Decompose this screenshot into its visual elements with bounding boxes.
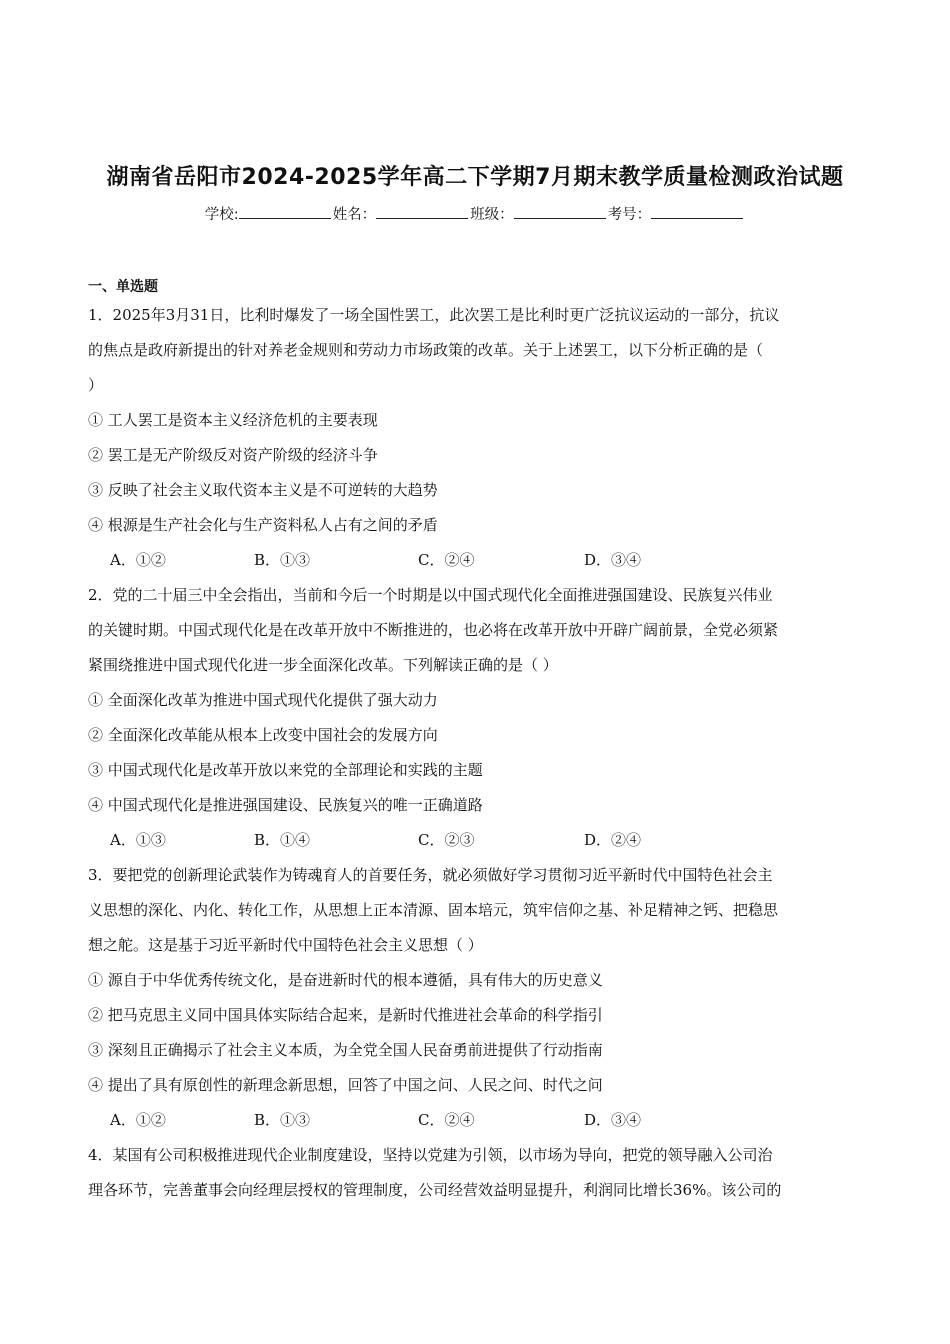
statement: ① 源自于中华优秀传统文化，是奋进新时代的根本遵循，具有伟大的历史意义 [88, 971, 603, 989]
option-d[interactable]: D．③④ [584, 1111, 642, 1129]
question-stem-line: 的焦点是政府新提出的针对养老金规则和劳动力市场政策的改革。关于上述罢工，以下分析正确的是（ [88, 341, 764, 359]
statement: ③ 反映了社会主义取代资本主义是不可逆转的大趋势 [88, 481, 438, 499]
option-c[interactable]: C．②③ [418, 831, 475, 849]
question-stem-line: 2．党的二十届三中全会指出，当前和今后一个时期是以中国式现代化全面推进强国建设、民族复兴伟业 [88, 586, 773, 604]
option-a[interactable]: A．①② [110, 551, 166, 569]
class-blank[interactable] [514, 204, 606, 219]
question [88, 1138, 862, 1208]
statement: ① 工人罢工是资本主义经济危机的主要表现 [88, 411, 378, 429]
student-info-line [0, 203, 950, 224]
name-blank[interactable] [376, 204, 468, 219]
class-label: 班级： [470, 207, 514, 223]
question-stem-line: 紧围绕推进中国式现代化进一步全面深化改革。下列解读正确的是（ ） [88, 656, 558, 674]
option-a[interactable]: A．①② [110, 1111, 166, 1129]
question-stem-line: 4．某国有公司积极推进现代企业制度建设，坚持以党建为引领，以市场为导向，把党的领导融入公司治 [88, 1146, 773, 1164]
school-label: 学校: [204, 207, 239, 223]
name-label: 姓名： [332, 207, 377, 223]
question-stem-line: 想之舵。这是基于习近平新时代中国特色社会主义思想（ ） [88, 936, 483, 954]
question-stem-line: ） [88, 376, 104, 394]
answer-options [88, 543, 862, 578]
option-c[interactable]: C．②④ [418, 1111, 475, 1129]
question-stem-line: 理各环节，完善董事会向经理层授权的管理制度，公司经营效益明显提升，利润同比增长36%。该公司的 [88, 1181, 782, 1199]
option-d[interactable]: D．②④ [584, 831, 642, 849]
question-list [88, 298, 862, 1208]
answer-options [88, 1103, 862, 1138]
option-a[interactable]: A．①③ [110, 831, 166, 849]
question-stem-line: 3．要把党的创新理论武装作为铸魂育人的首要任务，就必须做好学习贯彻习近平新时代中国特色社会主 [88, 866, 773, 884]
school-blank[interactable] [239, 204, 331, 219]
question [88, 578, 862, 858]
statement: ② 全面深化改革能从根本上改变中国社会的发展方向 [88, 726, 438, 744]
question [88, 298, 862, 578]
exam-title: 湖南省岳阳市2024-2025学年高二下学期7月期末教学质量检测政治试题 [106, 165, 844, 190]
option-b[interactable]: B．①③ [254, 1111, 311, 1129]
statement: ② 把马克思主义同中国具体实际结合起来，是新时代推进社会革命的科学指引 [88, 1006, 603, 1024]
section-title: 一、单选题 [88, 279, 158, 295]
statement: ③ 中国式现代化是改革开放以来党的全部理论和实践的主题 [88, 761, 483, 779]
statement: ④ 提出了具有原创性的新理念新思想，回答了中国之问、人民之问、时代之问 [88, 1076, 603, 1094]
question-stem-line: 1．2025年3月31日，比利时爆发了一场全国性罢工，此次罢工是比利时更广泛抗议运动的一部分，抗议 [88, 306, 780, 324]
exam-no-label: 考号： [607, 207, 652, 223]
statement: ② 罢工是无产阶级反对资产阶级的经济斗争 [88, 446, 378, 464]
option-d[interactable]: D．③④ [584, 551, 642, 569]
statement: ④ 中国式现代化是推进强国建设、民族复兴的唯一正确道路 [88, 796, 483, 814]
question-stem-line: 的关键时期。中国式现代化是在改革开放中不断推进的，也必将在改革开放中开辟广阔前景，全党必须紧 [88, 621, 779, 639]
statement: ④ 根源是生产社会化与生产资料私人占有之间的矛盾 [88, 516, 438, 534]
option-c[interactable]: C．②④ [418, 551, 475, 569]
question-stem-line: 义思想的深化、内化、转化工作，从思想上正本清源、固本培元，筑牢信仰之基、补足精神之钙、把稳思 [88, 901, 779, 919]
statement: ③ 深刻且正确揭示了社会主义本质，为全党全国人民奋勇前进提供了行动指南 [88, 1041, 603, 1059]
exam-no-blank[interactable] [651, 204, 743, 219]
question [88, 858, 862, 1138]
option-b[interactable]: B．①③ [254, 551, 311, 569]
answer-options [88, 823, 862, 858]
option-b[interactable]: B．①④ [254, 831, 311, 849]
statement: ① 全面深化改革为推进中国式现代化提供了强大动力 [88, 691, 438, 709]
